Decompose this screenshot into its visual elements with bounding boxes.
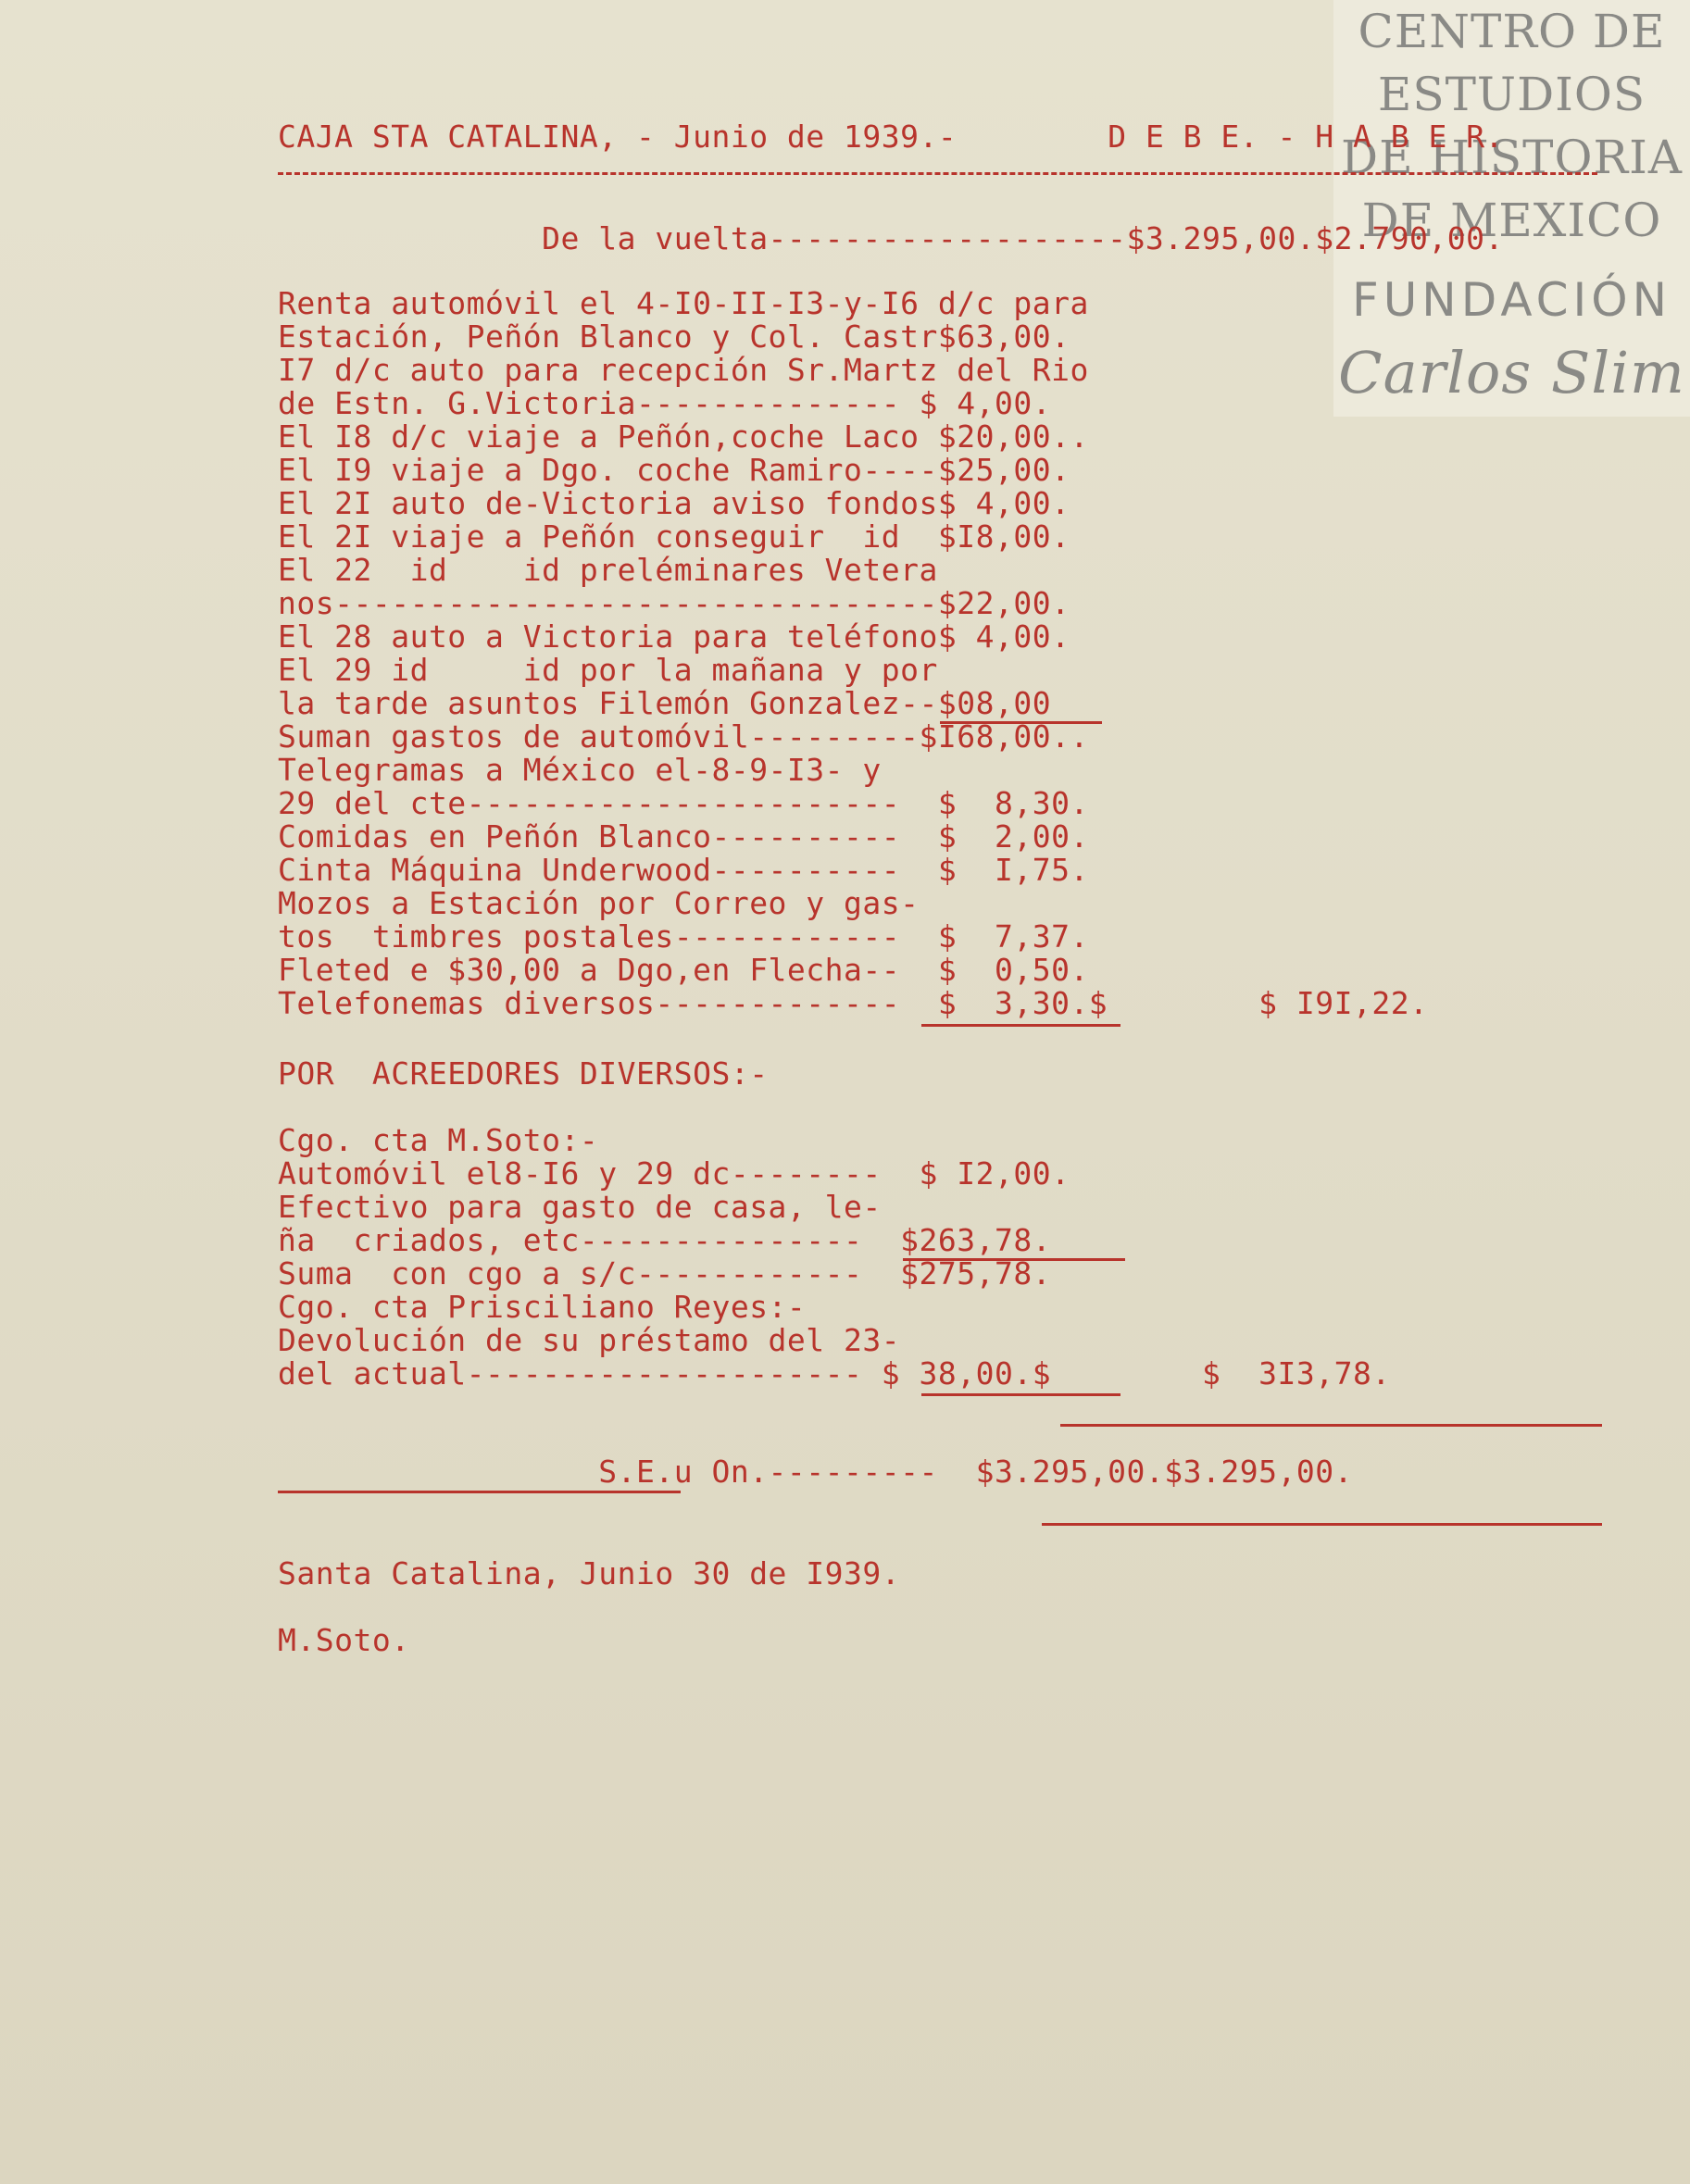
ledger-line: El 29 id id por la mañana y por (278, 652, 938, 688)
ledger-line: nos--------------------------------$22,00. (278, 585, 1070, 621)
watermark-line: DE HISTORIA (1341, 131, 1683, 184)
ledger-line: del actual--------------------- $ 38,00.$ $ 3I3,78. (278, 1355, 1391, 1392)
ledger-line: Suma con cgo a s/c------------ $275,78. (278, 1255, 1052, 1292)
ledger-line: De la vuelta-------------------$3.295,00.$2.790,00. (278, 220, 1504, 256)
ledger-line: El I8 d/c viaje a Peñón,coche Laco $20,00.. (278, 418, 1089, 455)
ledger-line: Efectivo para gasto de casa, le- (278, 1189, 882, 1225)
ledger-line: Suman gastos de automóvil---------$I68,00.. (278, 718, 1089, 755)
ledger-line: Cgo. cta Prisciliano Reyes:- (278, 1289, 807, 1325)
grand-total-line: S.E.u On.--------- $3.295,00.$3.295,00. (278, 1454, 1353, 1490)
watermark-line: CENTRO DE (1358, 5, 1666, 58)
ledger-line: Telefonemas diversos------------- $ 3,30.$ $ I9I,22. (278, 985, 1429, 1021)
header-title: CAJA STA CATALINA, - Junio de 1939.- (278, 119, 958, 155)
watermark-line: ESTUDIOS (1377, 68, 1646, 121)
ledger-line: Fleted e $30,00 a Dgo,en Flecha-- $ 0,50. (278, 952, 1089, 988)
total-rule (921, 1393, 1120, 1396)
ledger-line: Devolución de su préstamo del 23- (278, 1322, 901, 1358)
ledger-line: Renta automóvil el 4-I0-II-I3-y-I6 d/c para (278, 285, 1089, 321)
ledger-line: El 2I viaje a Peñón conseguir id $I8,00. (278, 518, 1070, 555)
document-header (278, 120, 1504, 154)
ledger-line: Estación, Peñón Blanco y Col. Castr$63,00. (278, 318, 1070, 355)
ledger-line: I7 d/c auto para recepción Sr.Martz del Rio (278, 352, 1089, 388)
ledger-line: El 28 auto a Victoria para teléfono$ 4,00. (278, 618, 1070, 655)
balance-rule (1060, 1424, 1602, 1427)
closing-rule-right (1042, 1523, 1602, 1526)
watermark-line: DE MEXICO (1361, 193, 1662, 247)
ledger-line: Cgo. cta M.Soto:- (278, 1122, 599, 1158)
ledger-line: ña criados, etc--------------- $263,78. (278, 1222, 1052, 1258)
watermark-signature: Carlos Slim (1338, 339, 1685, 406)
watermark-line: FUNDACIÓN (1351, 273, 1672, 327)
signature: M.Soto. (278, 1622, 410, 1658)
closing-rule-left (278, 1491, 681, 1493)
ledger-line: Automóvil el8-I6 y 29 dc-------- $ I2,00. (278, 1155, 1070, 1192)
total-rule (921, 1024, 1120, 1027)
ledger-line: El I9 viaje a Dgo. coche Ramiro----$25,00. (278, 452, 1070, 488)
ledger-line: El 2I auto de-Victoria aviso fondos$ 4,00. (278, 485, 1070, 521)
ledger-line: Telegramas a México el-8-9-I3- y (278, 752, 882, 788)
watermark (1333, 0, 1690, 417)
ledger-line: la tarde asuntos Filemón Gonzalez--$08,00 (278, 685, 1052, 721)
ledger-line: Mozos a Estación por Correo y gas- (278, 885, 920, 921)
ledger-line: de Estn. G.Victoria-------------- $ 4,00. (278, 385, 1052, 421)
header-columns: D E B E. - H A B E R. (1108, 119, 1504, 155)
ledger-line: Comidas en Peñón Blanco---------- $ 2,00. (278, 818, 1089, 855)
section-heading: POR ACREEDORES DIVERSOS:- (278, 1055, 769, 1092)
header-dashed-rule (278, 172, 1597, 175)
ledger-line: 29 del cte----------------------- $ 8,30. (278, 785, 1089, 821)
ledger-line: tos timbres postales------------ $ 7,37. (278, 918, 1089, 955)
place-date: Santa Catalina, Junio 30 de I939. (278, 1555, 901, 1591)
ledger-line: El 22 id id preléminares Vetera (278, 552, 938, 588)
ledger-line: Cinta Máquina Underwood---------- $ I,75. (278, 852, 1089, 888)
